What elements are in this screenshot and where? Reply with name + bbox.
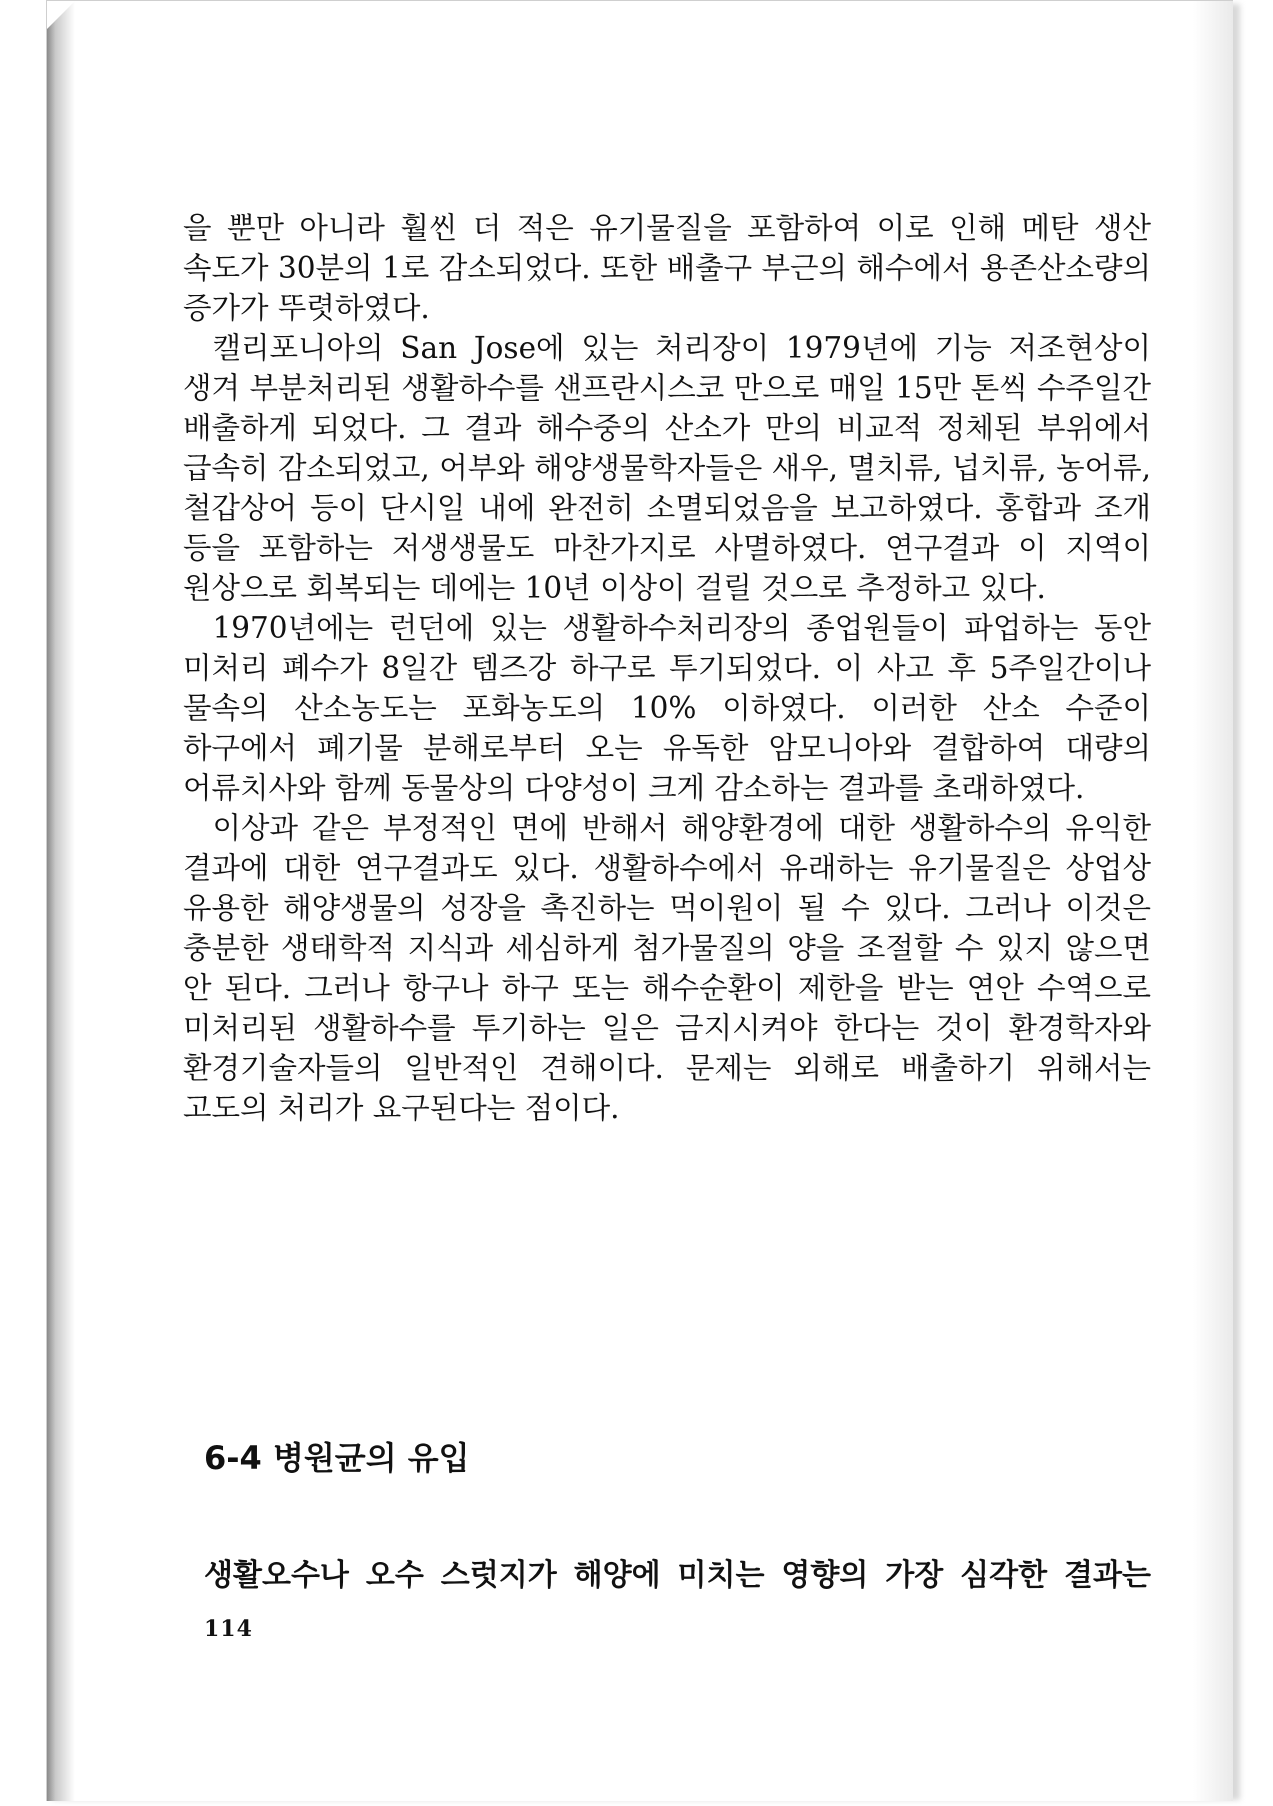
page-corner-fold xyxy=(47,1,75,29)
page-right-shade xyxy=(1193,1,1233,1801)
paragraph-1: 을 뿐만 아니라 훨씬 더 적은 유기물질을 포함하여 이로 인해 메탄 생산 속도가 30분의 1로 감소되었다. 또한 배출구 부근의 해수에서 용존산소량의 증가가 뚜렷하였다. xyxy=(183,211,1151,325)
section-heading: 6-4 병원균의 유입 xyxy=(204,1439,470,1477)
body-text xyxy=(183,208,1151,1128)
page-number: 114 xyxy=(204,1616,253,1642)
section-first-line: 생활오수나 오수 스럿지가 해양에 미치는 영향의 가장 심각한 결과는 xyxy=(204,1558,1151,1593)
page-left-edge xyxy=(47,1,75,1801)
paragraph-3: 1970년에는 런던에 있는 생활하수처리장의 종업원들이 파업하는 동안 미처리 폐수가 8일간 템즈강 하구로 투기되었다. 이 사고 후 5주일간이나 물속의 산소농도는 포화농도의 10% 이하였다. 이러한 산소 수준이 하구에서 폐기물 분해로부터 오는 유독한 암모니아와 결합하여 대량의 어류치사와 함께 동물상의 다양성이 크게 감소하는 결과를 초래하였다. xyxy=(183,611,1151,805)
paragraph-2: 캘리포니아의 San Jose에 있는 처리장이 1979년에 기능 저조현상이 생겨 부분처리된 생활하수를 샌프란시스코 만으로 매일 15만 톤씩 수주일간 배출하게 되었다. 그 결과 해수중의 산소가 만의 비교적 정체된 부위에서 급속히 감소되었고, 어부와 해양생물학자들은 새우, 멸치류, 넙치류, 농어류, 철갑상어 등이 단시일 내에 완전히 소멸되었음을 보고하였다. 홍합과 조개 등을 포함하는 저생생물도 마찬가지로 사멸하였다. 연구결과 이 지역이 원상으로 회복되는 데에는 10년 이상이 걸릴 것으로 추정하고 있다. xyxy=(183,331,1151,605)
paragraph-4: 이상과 같은 부정적인 면에 반해서 해양환경에 대한 생활하수의 유익한 결과에 대한 연구결과도 있다. 생활하수에서 유래하는 유기물질은 상업상 유용한 해양생물의 성장을 촉진하는 먹이원이 될 수 있다. 그러나 이것은 충분한 생태학적 지식과 세심하게 첨가물질의 양을 조절할 수 있지 않으면 안 된다. 그러나 항구나 하구 또는 해수순환이 제한을 받는 연안 수역으로 미처리된 생활하수를 투기하는 일은 금지시켜야 한다는 것이 환경학자와 환경기술자들의 일반적인 견해이다. 문제는 외해로 배출하기 위해서는 고도의 처리가 요구된다는 점이다. xyxy=(183,811,1151,1125)
